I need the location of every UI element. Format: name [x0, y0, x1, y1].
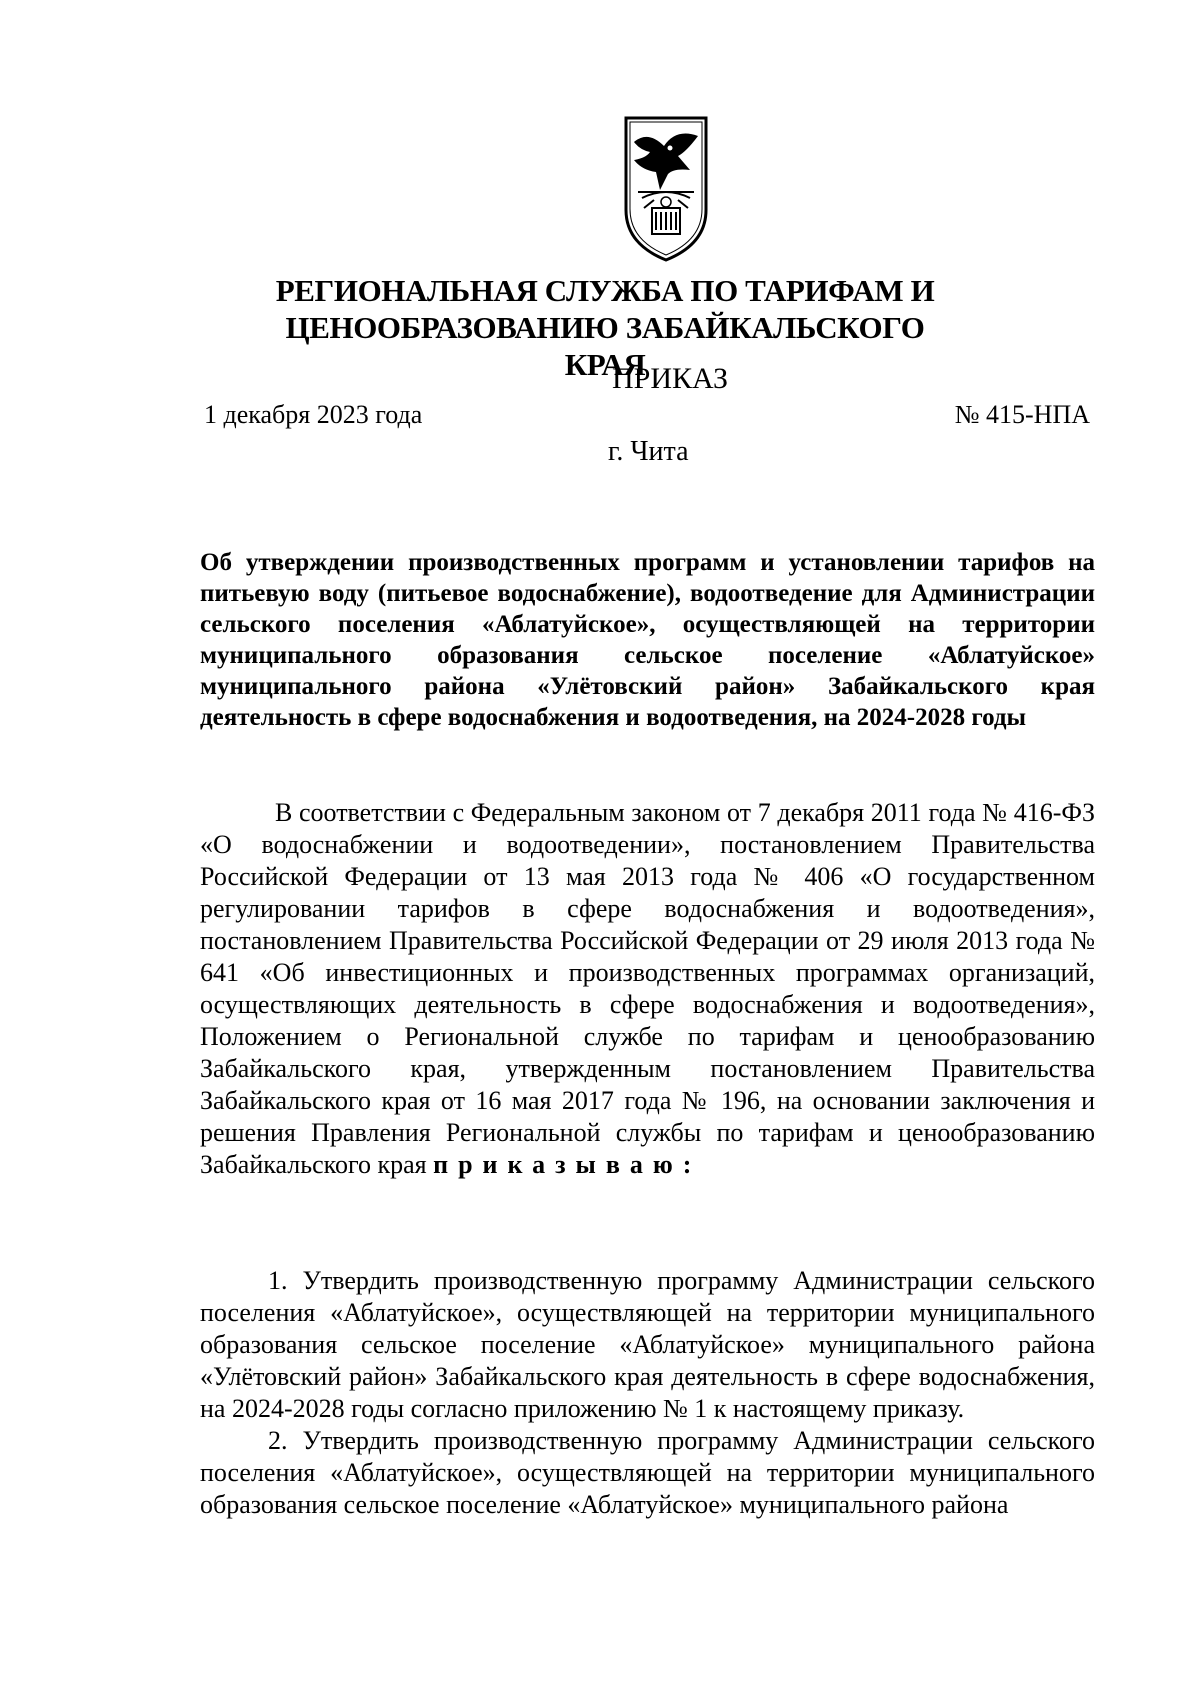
agency-name-line-2: ЦЕНООБРАЗОВАНИЮ ЗАБАЙКАЛЬСКОГО КРАЯ [285, 310, 925, 382]
coat-of-arms-icon [620, 112, 712, 264]
document-date: 1 декабря 2023 года [204, 400, 423, 429]
document-city: г. Чита [608, 436, 689, 467]
document-subject: Об утверждении производственных программ и установлении тарифов на питьевую воду (питьевое водоснабжение), водоотведение для Администрации сельского поселения «Аблатуйское», осуществляющей на территории муниципального образования сельское поселение «Аблатуйское» муниципального района «Улётовский район» Забайкальского края деятельность в сфере водоснабжения и водоотведения, на 2024-2028 годы [200, 549, 1095, 731]
agency-name-line-1: РЕГИОНАЛЬНАЯ СЛУЖБА ПО ТАРИФАМ И [275, 273, 935, 308]
order-items [200, 1265, 1095, 1521]
document-type: ПРИКАЗ [612, 362, 728, 395]
order-item-1: 1. Утвердить производственную программу Администрации сельского поселения «Аблатуйское», осуществляющей на территории муниципального образования сельское поселение «Аблатуйское» муниципального района «Улётовский район» Забайкальского края деятельность в сфере водоснабжения, на 2024-2028 годы согласно приложению № 1 к настоящему приказу. [200, 1266, 1095, 1423]
document-number: № 415-НПА [954, 400, 1090, 429]
order-item-2: 2. Утвердить производственную программу Администрации сельского поселения «Аблатуйское», осуществляющей на территории муниципального образования сельское поселение «Аблатуйское» муниципального района [200, 1426, 1095, 1519]
preamble-paragraph [200, 797, 1095, 1181]
decree-word: приказываю: [433, 1150, 702, 1179]
preamble-text: В соответствии с Федеральным законом от 7 декабря 2011 года № 416-ФЗ «О водоснабжении и водоотведении», постановлением Правительства Российской Федерации от 13 мая 2013 года № 406 «О государственном регулировании тарифов в сфере водоснабжения и водоотведения», постановлением Правительства Российской Федерации от 29 июля 2013 года № 641 «Об инвестиционных и производственных программах организаций, осуществляющих деятельность в сфере водоснабжения и водоотведения», Положением о Региональной службе по тарифам и ценообразованию Забайкальского края, утвержденным постановлением Правительства Забайкальского края от 16 мая 2017 года № 196, на основании заключения и решения Правления Региональной службы по тарифам и ценообразованию Забайкальского края [200, 798, 1095, 1179]
